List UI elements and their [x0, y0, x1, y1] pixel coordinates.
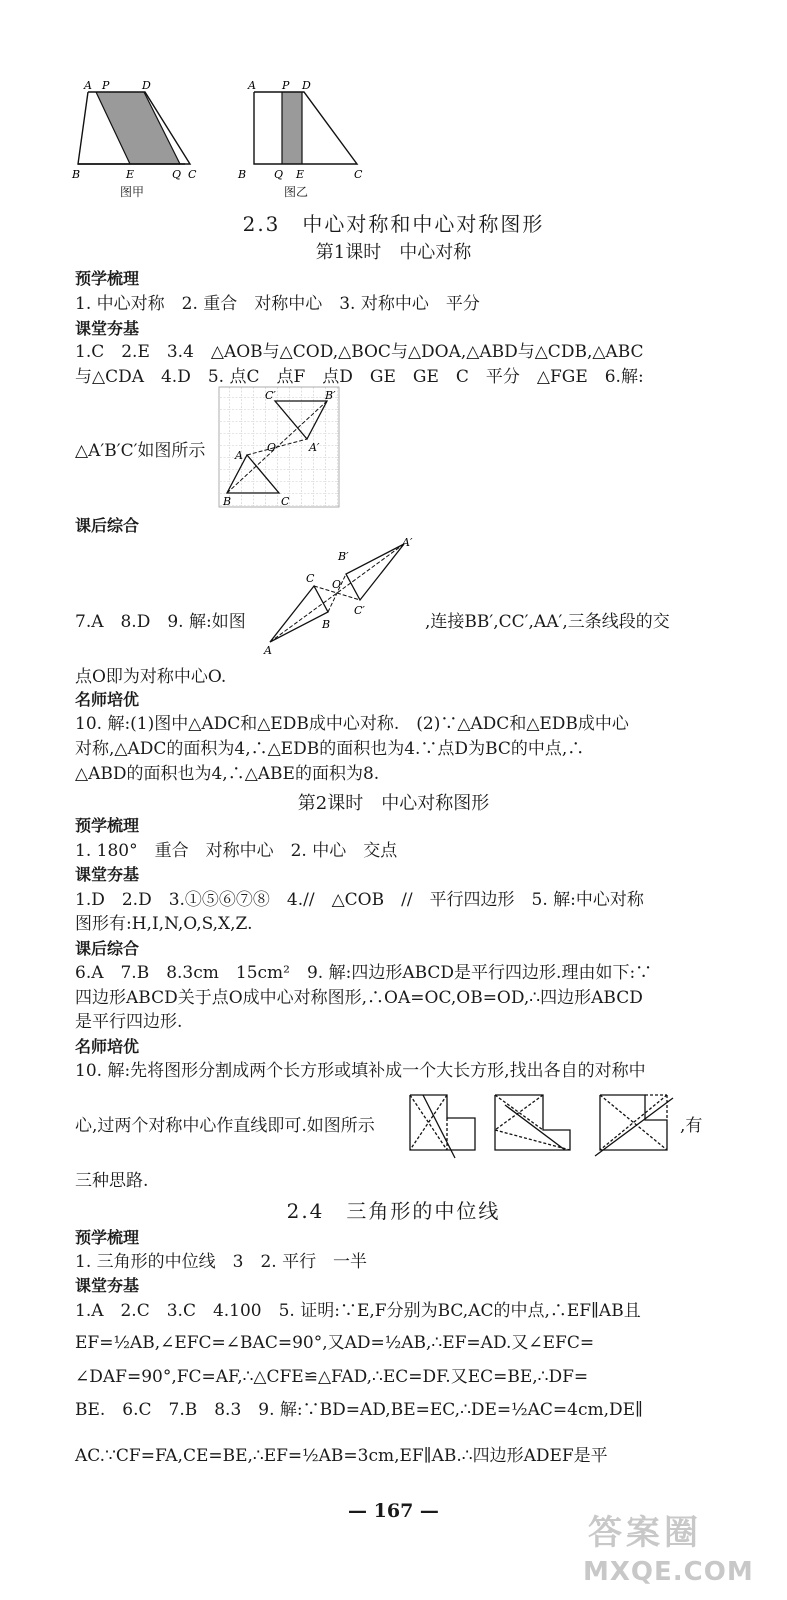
heading: 课堂夯基 — [75, 319, 140, 338]
label: Q — [172, 168, 182, 181]
label: E — [296, 168, 305, 181]
l-shape-figures — [405, 1090, 675, 1160]
heading: 名师培优 — [75, 1037, 140, 1056]
answer-line: 四边形ABCD关于点O成中心对称图形,∴OA=OC,OB=OD,∴四边形ABCD — [75, 988, 643, 1008]
answer-line: 心,过两个对称中心作直线即可.如图所示 — [75, 1116, 375, 1136]
answer-line: 7.A 8.D 9. 解:如图 — [75, 612, 246, 632]
answer-line: △A′B′C′如图所示 — [75, 441, 206, 461]
triangle-figure — [262, 538, 422, 656]
heading: 课堂夯基 — [75, 1276, 140, 1295]
label: B — [322, 618, 331, 631]
figure-caption: 图甲 — [120, 185, 145, 199]
answer-line: AC.∵CF=FA,CE=BE,∴EF=½AB=3cm,EF∥AB.∴四边形ADEF是平 — [75, 1446, 608, 1466]
label: P — [282, 79, 290, 92]
label: D — [142, 79, 151, 92]
heading: 预学梳理 — [75, 816, 140, 835]
section-title: 2.3 中心对称和中心对称图形 — [242, 212, 545, 236]
figure-yi — [232, 78, 372, 183]
label: E — [126, 168, 135, 181]
answer-line: 与△CDA 4.D 5. 点C 点F 点D GE GE C 平分 △FGE 6.解: — [75, 367, 644, 387]
label: A — [84, 79, 92, 92]
label: O — [332, 578, 342, 591]
watermark-logo: 答案圈 — [588, 1513, 702, 1553]
label: C — [188, 168, 197, 181]
answer-line: ∠DAF=90°,FC=AF,∴△CFE≌△FAD,∴EC=DF.又EC=BE,∴DF= — [75, 1367, 589, 1387]
answer-line: 是平行四边形. — [75, 1012, 183, 1032]
answer-line: 10. 解:(1)图中△ADC和△EDB成中心对称. (2)∵△ADC和△EDB成中心 — [75, 714, 629, 734]
label: A — [264, 644, 272, 656]
label: B′ — [338, 550, 349, 563]
answer-line: 1.A 2.C 3.C 4.100 5. 证明:∵E,F分别为BC,AC的中点,∴EF∥AB且 — [75, 1301, 641, 1321]
label: B — [72, 168, 81, 181]
label: A′ — [402, 538, 413, 549]
answer-line: 1.C 2.E 3.4 △AOB与△COD,△BOC与△DOA,△ABD与△CDB,△ABC — [75, 342, 644, 362]
label: B — [223, 495, 232, 508]
label: C′ — [354, 604, 365, 617]
answer-line: 1. 180° 重合 对称中心 2. 中心 交点 — [75, 841, 398, 861]
heading: 课后综合 — [75, 516, 140, 535]
label: P — [102, 79, 110, 92]
heading: 课后综合 — [75, 939, 140, 958]
page-number: — 167 — — [348, 1500, 439, 1522]
answer-line: 1. 三角形的中位线 3 2. 平行 一半 — [75, 1252, 368, 1272]
figure-caption: 图乙 — [284, 185, 309, 199]
label: Q — [274, 168, 284, 181]
answer-line: ,有 — [680, 1116, 703, 1136]
answer-line: 10. 解:先将图形分割成两个长方形或填补成一个大长方形,找出各自的对称中 — [75, 1061, 646, 1081]
answer-line: 图形有:H,I,N,O,S,X,Z. — [75, 914, 253, 934]
label: O — [267, 441, 277, 454]
heading: 预学梳理 — [75, 1228, 140, 1247]
label: A — [248, 79, 256, 92]
lesson-title: 第2课时 中心对称图形 — [297, 793, 490, 814]
answer-line: ,连接BB′,CC′,AA′,三条线段的交 — [425, 612, 670, 632]
lesson-title: 第1课时 中心对称 — [315, 242, 472, 263]
label: A′ — [309, 441, 320, 454]
answer-line: 三种思路. — [75, 1171, 149, 1191]
section-title: 2.4 三角形的中位线 — [286, 1199, 501, 1223]
label: B′ — [325, 389, 336, 402]
grid-figure — [217, 385, 342, 510]
heading: 预学梳理 — [75, 269, 140, 288]
heading: 名师培优 — [75, 690, 140, 709]
label: A — [235, 449, 243, 462]
label: C — [281, 495, 290, 508]
heading: 课堂夯基 — [75, 865, 140, 884]
label: C — [354, 168, 363, 181]
label: C′ — [265, 389, 276, 402]
figure-jia — [60, 78, 210, 183]
answer-line: BE. 6.C 7.B 8.3 9. 解:∵BD=AD,BE=EC,∴DE=½AC=4cm,DE∥ — [75, 1400, 643, 1420]
label: B — [238, 168, 247, 181]
answer-line: 对称,△ADC的面积为4,∴△EDB的面积也为4.∵点D为BC的中点,∴ — [75, 739, 585, 759]
answer-line: 1.D 2.D 3.①⑤⑥⑦⑧ 4.// △COB // 平行四边形 5. 解:中心对称 — [75, 890, 644, 910]
answer-line: 点O即为对称中心O. — [75, 667, 227, 687]
label: C — [306, 572, 315, 585]
answer-line: EF=½AB,∠EFC=∠BAC=90°,又AD=½AB,∴EF=AD.又∠EFC= — [75, 1333, 595, 1353]
watermark-url: MXQE.COM — [583, 1557, 754, 1587]
answer-line: 1. 中心对称 2. 重合 对称中心 3. 对称中心 平分 — [75, 294, 480, 314]
answer-line: 6.A 7.B 8.3cm 15cm² 9. 解:四边形ABCD是平行四边形.理由如下:∵ — [75, 963, 653, 983]
label: D — [302, 79, 311, 92]
answer-line: △ABD的面积也为4,∴△ABE的面积为8. — [75, 764, 380, 784]
